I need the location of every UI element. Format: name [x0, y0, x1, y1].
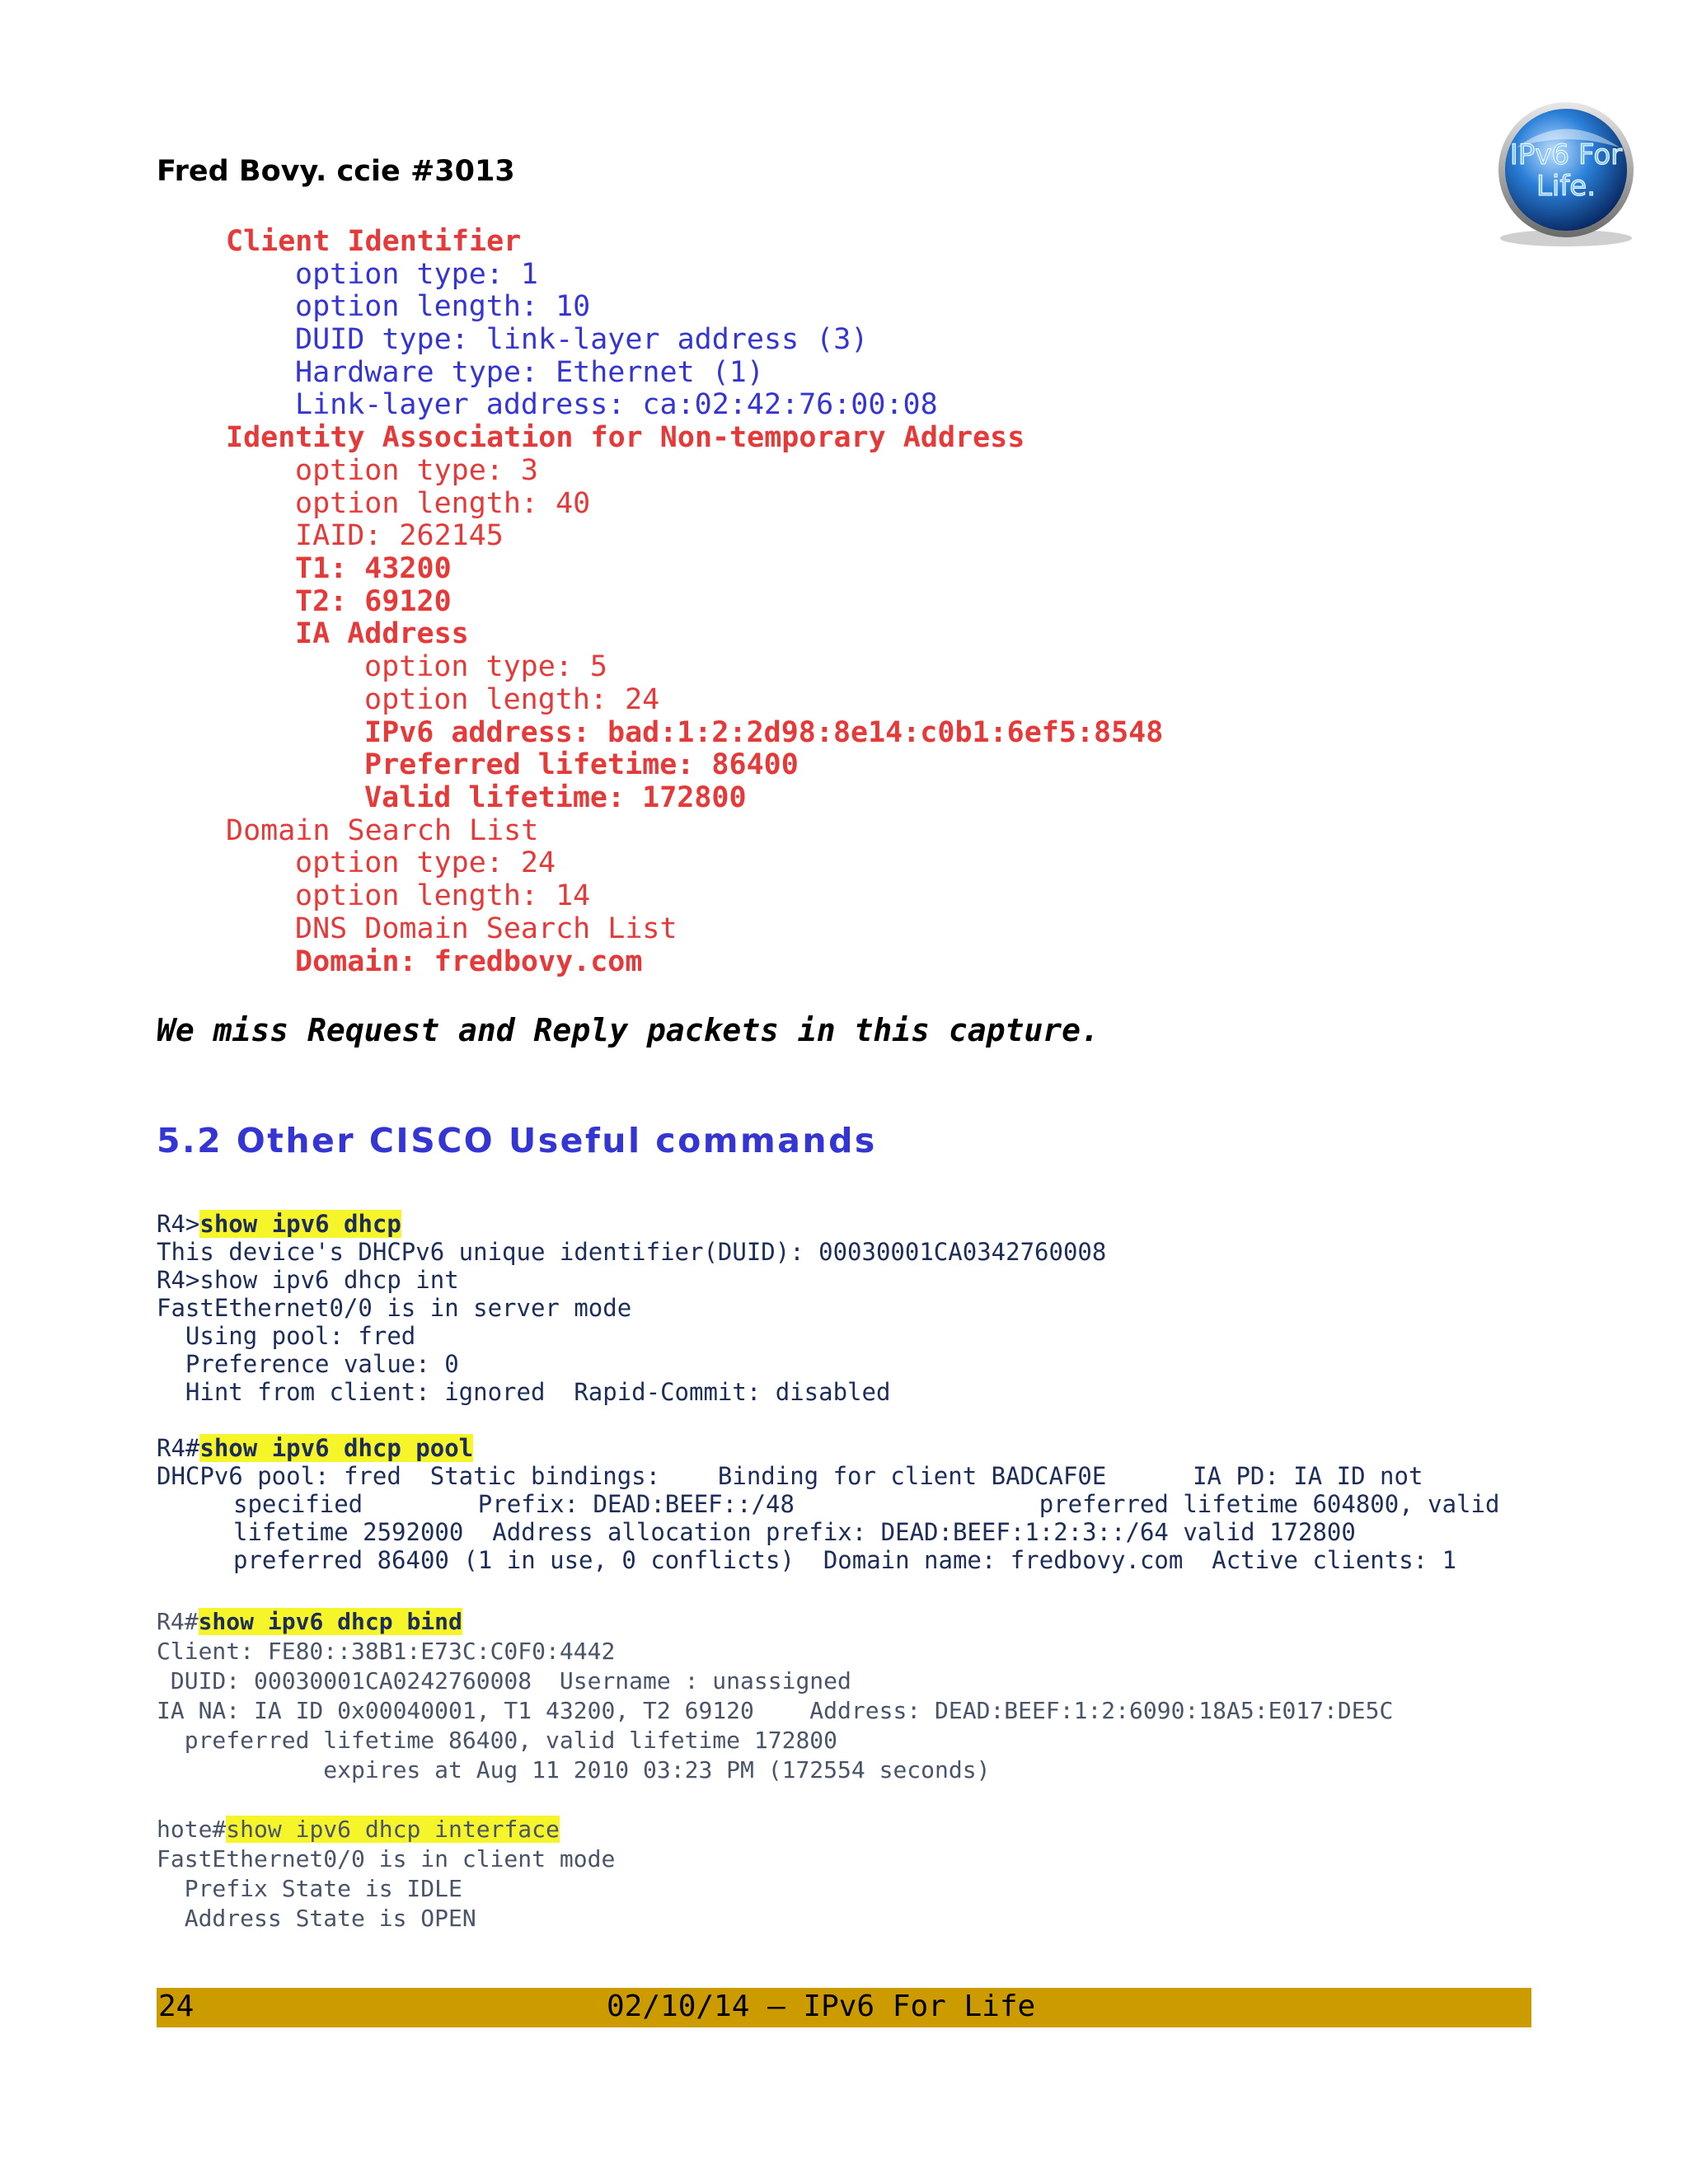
addr-ipv6-address: IPv6 address: bad:1:2:2d98:8e14:c0b1:6ef5:8548 [364, 716, 1164, 749]
cli2-prompt: R4# [157, 1434, 200, 1462]
dsl-domain: Domain: fredbovy.com [295, 945, 643, 978]
cli1-line5: Using pool: fred [157, 1322, 416, 1350]
cli1-line4: FastEthernet0/0 is in server mode [157, 1294, 632, 1322]
cli1-command: show ipv6 dhcp [199, 1210, 401, 1238]
cli3-line6: expires at Aug 11 2010 03:23 PM (172554 seconds) [157, 1756, 991, 1783]
cli4-line1 [157, 1815, 560, 1844]
cli1-line1 [157, 1210, 401, 1238]
author-line: Fred Bovy. ccie #3013 [157, 155, 515, 188]
cli1-line2: This device's DHCPv6 unique identifier(DUID): 00030001CA0342760008 [157, 1238, 1107, 1266]
ci-option-length: option length: 10 [295, 290, 591, 323]
cli4-prompt: hote# [157, 1816, 227, 1843]
cli2-line4: lifetime 2592000 Address allocation prefix: DEAD:BEEF:1:2:3::/64 valid 172800 [233, 1518, 1356, 1546]
cli4-line2: FastEthernet0/0 is in client mode [157, 1845, 616, 1872]
logo-text-line1: IPv6 For [1510, 138, 1623, 171]
cli4-line3: Prefix State is IDLE [157, 1875, 462, 1902]
cli1-line3: R4>show ipv6 dhcp int [157, 1266, 459, 1294]
ci-link-layer-address: Link-layer address: ca:02:42:76:00:08 [295, 388, 938, 421]
addr-option-type: option type: 5 [364, 650, 608, 683]
dsl-dns-list: DNS Domain Search List [295, 912, 678, 945]
addr-option-length: option length: 24 [364, 683, 660, 716]
ipv6-for-life-logo [1479, 87, 1636, 235]
ia-na-title: Identity Association for Non-temporary Address [226, 421, 1025, 454]
cli3-line2: Client: FE80::38B1:E73C:C0F0:4442 [157, 1638, 616, 1665]
cli4-line4: Address State is OPEN [157, 1905, 476, 1932]
cli3-prompt: R4# [157, 1608, 199, 1635]
page-footer [157, 1988, 1531, 2027]
cli1-prompt: R4> [157, 1210, 200, 1238]
cli4-command: show ipv6 dhcp interface [226, 1816, 560, 1843]
addr-valid-lifetime: Valid lifetime: 172800 [364, 781, 747, 814]
footer-page-number: 24 [158, 1990, 195, 2023]
logo-text-line2: Life. [1536, 170, 1597, 203]
ia-address-title: IA Address [295, 617, 469, 650]
ia-option-length: option length: 40 [295, 487, 591, 520]
ia-iaid: IAID: 262145 [295, 519, 504, 552]
cli1-line6: Preference value: 0 [157, 1350, 459, 1378]
ci-option-type: option type: 1 [295, 258, 539, 291]
ci-hardware-type: Hardware type: Ethernet (1) [295, 356, 764, 389]
dsl-option-type: option type: 24 [295, 846, 556, 879]
ia-option-type: option type: 3 [295, 454, 539, 487]
section-heading: 5.2 Other CISCO Useful commands [157, 1121, 877, 1160]
cli2-command: show ipv6 dhcp pool [199, 1434, 474, 1462]
footer-title: 02/10/14 – IPv6 For Life [607, 1990, 1036, 2023]
cli2-line5: preferred 86400 (1 in use, 0 conflicts) Domain name: fredbovy.com Active clients: 1 [233, 1546, 1457, 1574]
cli1-line7: Hint from client: ignored Rapid-Commit: disabled [157, 1378, 891, 1406]
dsl-title: Domain Search List [226, 814, 539, 847]
client-identifier-title: Client Identifier [226, 225, 522, 258]
ci-duid-type: DUID type: link-layer address (3) [295, 323, 869, 356]
cli2-line1 [157, 1434, 473, 1462]
cli2-line3: specified Prefix: DEAD:BEEF::/48 preferred lifetime 604800, valid [233, 1490, 1500, 1518]
cli3-line4: IA NA: IA ID 0x00040001, T1 43200, T2 69120 Address: DEAD:BEEF:1:2:6090:18A5:E017:DE5C [157, 1697, 1394, 1724]
capture-note: We miss Request and Reply packets in this capture. [157, 1012, 1100, 1048]
ia-t2: T2: 69120 [295, 585, 452, 618]
cli2-line2: DHCPv6 pool: fred Static bindings: Binding for client BADCAF0E IA PD: IA ID not [157, 1462, 1423, 1490]
dsl-option-length: option length: 14 [295, 879, 591, 912]
addr-preferred-lifetime: Preferred lifetime: 86400 [364, 748, 799, 781]
cli3-line1 [157, 1607, 462, 1637]
cli3-line3: DUID: 00030001CA0242760008 Username : unassigned [157, 1667, 851, 1694]
cli3-command: show ipv6 dhcp bind [198, 1608, 462, 1635]
ia-t1: T1: 43200 [295, 552, 452, 585]
cli3-line5: preferred lifetime 86400, valid lifetime 172800 [157, 1727, 838, 1754]
